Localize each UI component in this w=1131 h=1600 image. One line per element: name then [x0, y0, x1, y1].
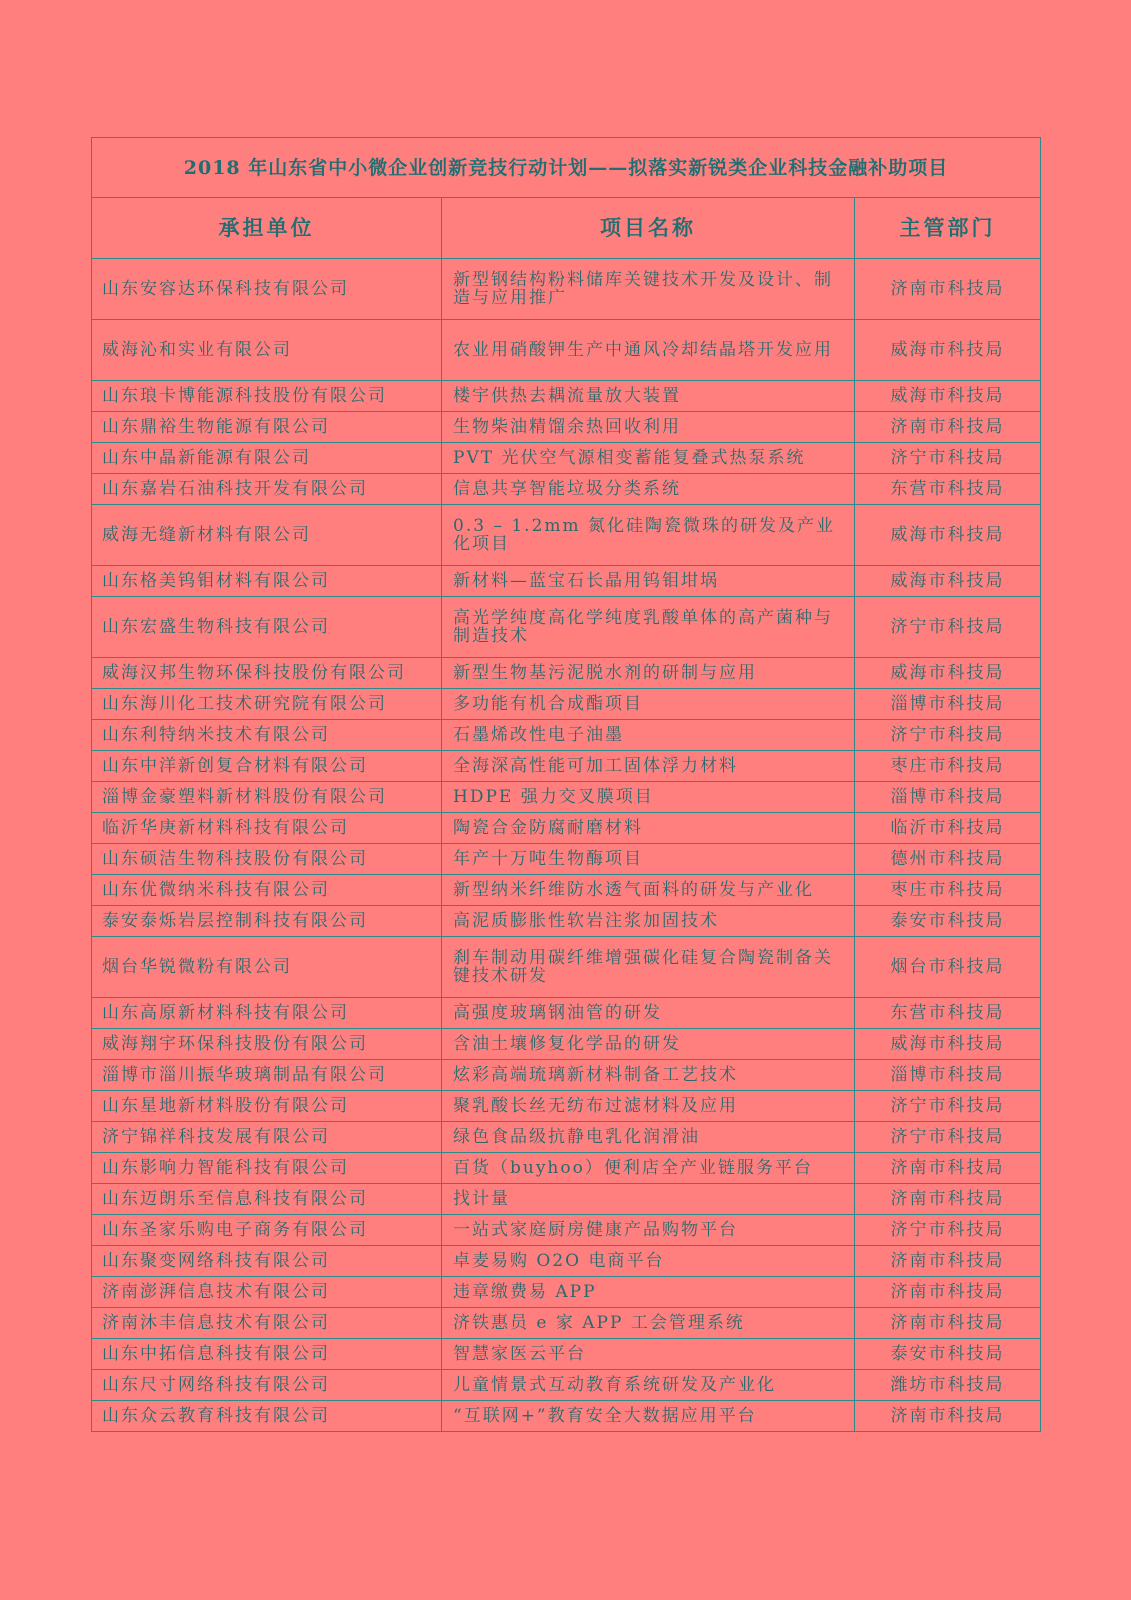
company-name-cell: 山东迈朗乐至信息科技有限公司	[92, 1184, 442, 1215]
project-name-cell: 高泥质膨胀性软岩注浆加固技术	[442, 906, 855, 937]
department-cell: 济南市科技局	[855, 1184, 1041, 1215]
company-name-cell: 山东宏盛生物科技有限公司	[92, 597, 442, 658]
project-name-cell: 新型钢结构粉料储库关键技术开发及设计、制造与应用推广	[442, 259, 855, 320]
company-name-cell: 威海汉邦生物环保科技股份有限公司	[92, 658, 442, 689]
table-row	[92, 998, 1041, 1029]
company-name-cell: 山东优微纳米科技有限公司	[92, 875, 442, 906]
project-name-cell: “互联网+”教育安全大数据应用平台	[442, 1401, 855, 1432]
project-name-cell: 信息共享智能垃圾分类系统	[442, 474, 855, 505]
header-project: 项目名称	[442, 198, 855, 259]
company-name-cell: 山东中洋新创复合材料有限公司	[92, 751, 442, 782]
project-name-cell: 楼宇供热去耦流量放大装置	[442, 381, 855, 412]
department-cell: 济南市科技局	[855, 1246, 1041, 1277]
company-name-cell: 山东影响力智能科技有限公司	[92, 1153, 442, 1184]
company-name-cell: 山东聚变网络科技有限公司	[92, 1246, 442, 1277]
table-row	[92, 597, 1041, 658]
company-name-cell: 济南沐丰信息技术有限公司	[92, 1308, 442, 1339]
company-name-cell: 山东利特纳米技术有限公司	[92, 720, 442, 751]
table-row	[92, 1060, 1041, 1091]
project-name-cell: 石墨烯改性电子油墨	[442, 720, 855, 751]
department-cell: 烟台市科技局	[855, 937, 1041, 998]
department-cell: 威海市科技局	[855, 320, 1041, 381]
table-row	[92, 875, 1041, 906]
project-name-cell: 儿童情景式互动教育系统研发及产业化	[442, 1370, 855, 1401]
table-row	[92, 381, 1041, 412]
company-name-cell: 烟台华锐微粉有限公司	[92, 937, 442, 998]
table-row	[92, 720, 1041, 751]
department-cell: 威海市科技局	[855, 505, 1041, 566]
table-row	[92, 689, 1041, 720]
table-row	[92, 1122, 1041, 1153]
company-name-cell: 山东琅卡博能源科技股份有限公司	[92, 381, 442, 412]
company-name-cell: 济宁锦祥科技发展有限公司	[92, 1122, 442, 1153]
company-name-cell: 泰安泰烁岩层控制科技有限公司	[92, 906, 442, 937]
table-row	[92, 937, 1041, 998]
project-name-cell: 含油土壤修复化学品的研发	[442, 1029, 855, 1060]
table-row	[92, 443, 1041, 474]
department-cell: 济南市科技局	[855, 1277, 1041, 1308]
table-title: 2018 年山东省中小微企业创新竞技行动计划——拟落实新锐类企业科技金融补助项目	[92, 138, 1041, 198]
company-name-cell: 山东圣家乐购电子商务有限公司	[92, 1215, 442, 1246]
company-name-cell: 山东众云教育科技有限公司	[92, 1401, 442, 1432]
project-name-cell: 陶瓷合金防腐耐磨材料	[442, 813, 855, 844]
company-name-cell: 山东海川化工技术研究院有限公司	[92, 689, 442, 720]
project-name-cell: 聚乳酸长丝无纺布过滤材料及应用	[442, 1091, 855, 1122]
table-row	[92, 751, 1041, 782]
table-row	[92, 906, 1041, 937]
company-name-cell: 山东尺寸网络科技有限公司	[92, 1370, 442, 1401]
company-name-cell: 山东鼎裕生物能源有限公司	[92, 412, 442, 443]
department-cell: 济宁市科技局	[855, 1122, 1041, 1153]
project-name-cell: 炫彩高端琉璃新材料制备工艺技术	[442, 1060, 855, 1091]
table-row	[92, 259, 1041, 320]
table-row	[92, 505, 1041, 566]
company-name-cell: 淄博市淄川振华玻璃制品有限公司	[92, 1060, 442, 1091]
project-name-cell: 高光学纯度高化学纯度乳酸单体的高产菌种与制造技术	[442, 597, 855, 658]
table-row	[92, 1308, 1041, 1339]
project-name-cell: 全海深高性能可加工固体浮力材料	[442, 751, 855, 782]
department-cell: 济南市科技局	[855, 1308, 1041, 1339]
project-name-cell: 农业用硝酸钾生产中通风冷却结晶塔开发应用	[442, 320, 855, 381]
table-row	[92, 566, 1041, 597]
project-name-cell: 新型纳米纤维防水透气面料的研发与产业化	[442, 875, 855, 906]
table-body	[92, 259, 1041, 1432]
project-name-cell: 新材料—蓝宝石长晶用钨钼坩埚	[442, 566, 855, 597]
table-row	[92, 1277, 1041, 1308]
company-name-cell: 淄博金豪塑料新材料股份有限公司	[92, 782, 442, 813]
department-cell: 济宁市科技局	[855, 443, 1041, 474]
department-cell: 济南市科技局	[855, 412, 1041, 443]
project-name-cell: 生物柴油精馏余热回收利用	[442, 412, 855, 443]
company-name-cell: 威海翔宇环保科技股份有限公司	[92, 1029, 442, 1060]
project-name-cell: 绿色食品级抗静电乳化润滑油	[442, 1122, 855, 1153]
project-name-cell: 智慧家医云平台	[442, 1339, 855, 1370]
department-cell: 济南市科技局	[855, 1401, 1041, 1432]
department-cell: 威海市科技局	[855, 1029, 1041, 1060]
project-name-cell: 刹车制动用碳纤维增强碳化硅复合陶瓷制备关键技术研发	[442, 937, 855, 998]
company-name-cell: 山东安容达环保科技有限公司	[92, 259, 442, 320]
project-name-cell: HDPE 强力交叉膜项目	[442, 782, 855, 813]
project-name-cell: 高强度玻璃钢油管的研发	[442, 998, 855, 1029]
project-name-cell: 济铁惠员 e 家 APP 工会管理系统	[442, 1308, 855, 1339]
project-table	[91, 137, 1041, 1432]
table-row	[92, 1339, 1041, 1370]
project-name-cell: 新型生物基污泥脱水剂的研制与应用	[442, 658, 855, 689]
table-row	[92, 1184, 1041, 1215]
header-unit: 承担单位	[92, 198, 442, 259]
project-name-cell: 0.3 – 1.2mm 氮化硅陶瓷微珠的研发及产业化项目	[442, 505, 855, 566]
table-row	[92, 782, 1041, 813]
company-name-cell: 山东嘉岩石油科技开发有限公司	[92, 474, 442, 505]
department-cell: 淄博市科技局	[855, 689, 1041, 720]
table-row	[92, 1091, 1041, 1122]
table-row	[92, 658, 1041, 689]
company-name-cell: 山东中晶新能源有限公司	[92, 443, 442, 474]
table-row	[92, 1215, 1041, 1246]
company-name-cell: 威海无缝新材料有限公司	[92, 505, 442, 566]
company-name-cell: 山东中拓信息科技有限公司	[92, 1339, 442, 1370]
project-name-cell: 卓麦易购 O2O 电商平台	[442, 1246, 855, 1277]
company-name-cell: 济南澎湃信息技术有限公司	[92, 1277, 442, 1308]
department-cell: 德州市科技局	[855, 844, 1041, 875]
table-row	[92, 813, 1041, 844]
department-cell: 济宁市科技局	[855, 597, 1041, 658]
department-cell: 东营市科技局	[855, 474, 1041, 505]
project-name-cell: 找计量	[442, 1184, 855, 1215]
department-cell: 济南市科技局	[855, 259, 1041, 320]
company-name-cell: 山东硕洁生物科技股份有限公司	[92, 844, 442, 875]
project-name-cell: 违章缴费易 APP	[442, 1277, 855, 1308]
company-name-cell: 山东格美钨钼材料有限公司	[92, 566, 442, 597]
table-row	[92, 1246, 1041, 1277]
project-name-cell: 年产十万吨生物酶项目	[442, 844, 855, 875]
table-row	[92, 1370, 1041, 1401]
table-row	[92, 1401, 1041, 1432]
department-cell: 威海市科技局	[855, 381, 1041, 412]
table-row	[92, 1029, 1041, 1060]
table-row	[92, 1153, 1041, 1184]
department-cell: 济宁市科技局	[855, 720, 1041, 751]
table-row	[92, 474, 1041, 505]
department-cell: 临沂市科技局	[855, 813, 1041, 844]
department-cell: 泰安市科技局	[855, 1339, 1041, 1370]
department-cell: 济宁市科技局	[855, 1215, 1041, 1246]
company-name-cell: 山东高原新材料科技有限公司	[92, 998, 442, 1029]
project-name-cell: 一站式家庭厨房健康产品购物平台	[442, 1215, 855, 1246]
company-name-cell: 威海沁和实业有限公司	[92, 320, 442, 381]
department-cell: 济南市科技局	[855, 1153, 1041, 1184]
department-cell: 枣庄市科技局	[855, 751, 1041, 782]
department-cell: 潍坊市科技局	[855, 1370, 1041, 1401]
department-cell: 济宁市科技局	[855, 1091, 1041, 1122]
department-cell: 泰安市科技局	[855, 906, 1041, 937]
company-name-cell: 临沂华庚新材料科技有限公司	[92, 813, 442, 844]
company-name-cell: 山东星地新材料股份有限公司	[92, 1091, 442, 1122]
department-cell: 东营市科技局	[855, 998, 1041, 1029]
department-cell: 淄博市科技局	[855, 782, 1041, 813]
header-dept: 主管部门	[855, 198, 1041, 259]
project-name-cell: 多功能有机合成酯项目	[442, 689, 855, 720]
department-cell: 枣庄市科技局	[855, 875, 1041, 906]
table-row	[92, 844, 1041, 875]
department-cell: 威海市科技局	[855, 566, 1041, 597]
project-name-cell: 百货（buyhoo）便利店全产业链服务平台	[442, 1153, 855, 1184]
project-name-cell: PVT 光伏空气源相变蓄能复叠式热泵系统	[442, 443, 855, 474]
department-cell: 威海市科技局	[855, 658, 1041, 689]
table-row	[92, 412, 1041, 443]
department-cell: 淄博市科技局	[855, 1060, 1041, 1091]
table-row	[92, 320, 1041, 381]
